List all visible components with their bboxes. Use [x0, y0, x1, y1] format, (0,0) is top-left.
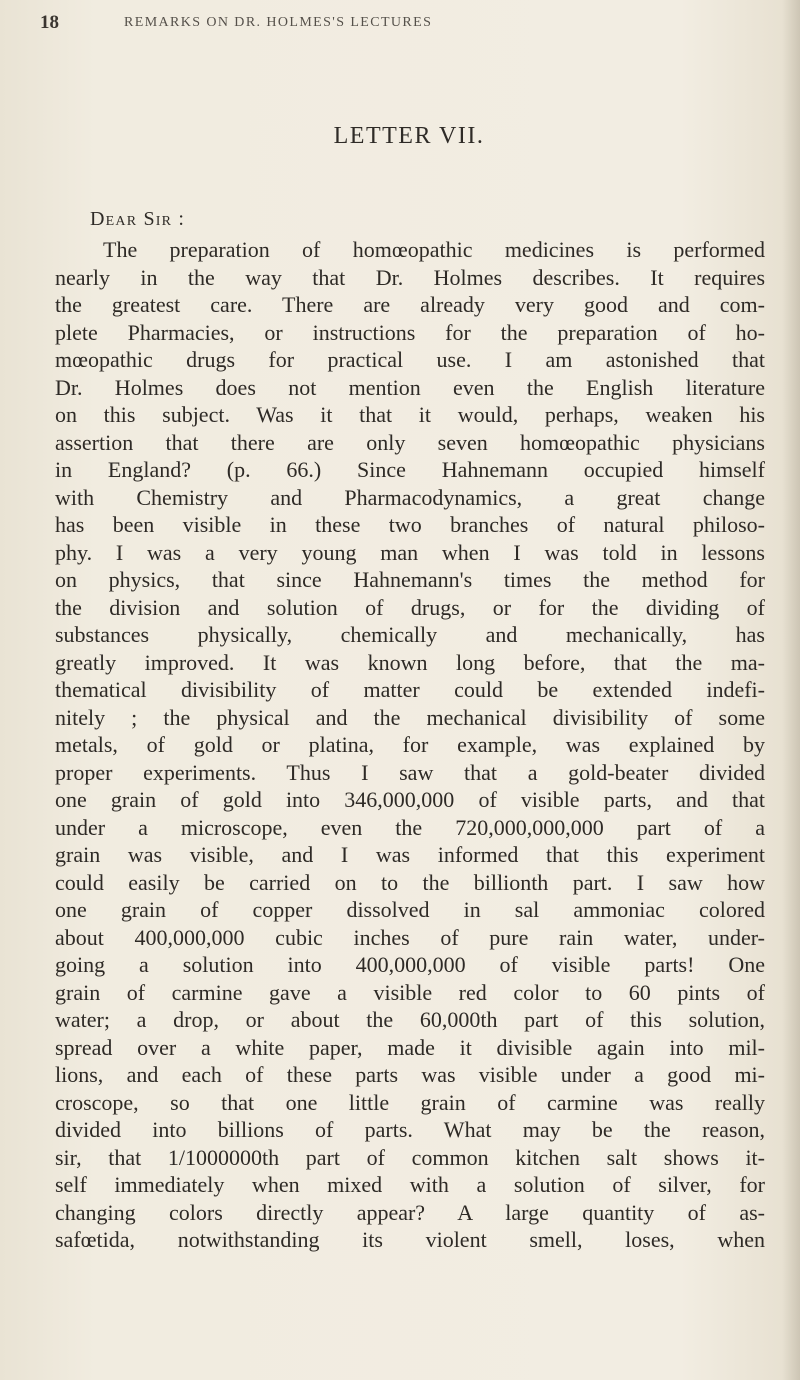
- text-line: safœtida, notwithstanding its violent smell, loses, when: [55, 1227, 765, 1252]
- text-line: about 400,000,000 cubic inches of pure rain water, under-: [55, 924, 765, 950]
- text-line: spread over a white paper, made it divisible again into mil-: [55, 1034, 765, 1060]
- chapter-heading: LETTER VII.: [333, 123, 485, 149]
- text-line: water; a drop, or about the 60,000th part of this solution,: [55, 1007, 765, 1032]
- text-line: changing colors directly appear? A large quantity of as-: [55, 1199, 765, 1225]
- text-line: one grain of copper dissolved in sal ammoniac colored: [55, 897, 765, 922]
- text-line: grain was visible, and I was informed that this experiment: [55, 842, 765, 867]
- running-head: [40, 12, 760, 36]
- page-number: 18: [40, 12, 59, 33]
- running-title: REMARKS ON DR. HOLMES'S LECTURES: [124, 15, 433, 30]
- text-line: sir, that 1/1000000th part of common kitchen salt shows it-: [55, 1144, 765, 1170]
- text-line: phy. I was a very young man when I was told in lessons: [55, 539, 765, 565]
- text-line: could easily be carried on to the billionth part. I saw how: [55, 869, 765, 895]
- text-line: self immediately when mixed with a solution of silver, for: [55, 1172, 765, 1197]
- text-line: assertion that there are only seven homœopathic physicians: [55, 429, 765, 455]
- text-line: on this subject. Was it that it would, perhaps, weaken his: [55, 402, 765, 427]
- text-line: nearly in the way that Dr. Holmes describes. It requires: [55, 264, 765, 290]
- text-line: plete Pharmacies, or instructions for the preparation of ho-: [55, 319, 765, 345]
- text-line: has been visible in these two branches of natural philoso-: [55, 512, 765, 537]
- text-line: going a solution into 400,000,000 of visible parts! One: [55, 952, 765, 977]
- salutation-text: Dear Sir :: [90, 208, 186, 230]
- text-line: The preparation of homœopathic medicines is performed: [103, 237, 765, 262]
- text-line: the greatest care. There are already very good and com-: [55, 292, 765, 317]
- text-line: the division and solution of drugs, or for the dividing of: [55, 594, 765, 620]
- text-line: metals, of gold or platina, for example, was explained by: [55, 732, 765, 757]
- text-line: thematical divisibility of matter could be extended indefi-: [55, 677, 765, 702]
- text-line: proper experiments. Thus I saw that a gold-beater divided: [55, 759, 765, 785]
- text-line: greatly improved. It was known long before, that the ma-: [55, 649, 765, 675]
- text-line: mœopathic drugs for practical use. I am astonished that: [55, 347, 765, 372]
- text-line: in England? (p. 66.) Since Hahnemann occupied himself: [55, 457, 765, 482]
- text-line: divided into billions of parts. What may be the reason,: [55, 1117, 765, 1142]
- text-line: lions, and each of these parts was visible under a good mi-: [55, 1062, 765, 1087]
- text-line: on physics, that since Hahnemann's times the method for: [55, 567, 765, 592]
- page-edge-shadow: [782, 0, 800, 1380]
- text-line: croscope, so that one little grain of carmine was really: [55, 1089, 765, 1115]
- text-line: under a microscope, even the 720,000,000,000 part of a: [55, 814, 765, 840]
- text-line: substances physically, chemically and mechanically, has: [55, 622, 765, 647]
- text-line: nitely ; the physical and the mechanical divisibility of some: [55, 704, 765, 730]
- text-line: grain of carmine gave a visible red color to 60 pints of: [55, 979, 765, 1005]
- text-line: one grain of gold into 346,000,000 of visible parts, and that: [55, 787, 765, 812]
- text-line: Dr. Holmes does not mention even the English literature: [55, 374, 765, 400]
- body-text: [55, 236, 765, 1254]
- salutation: [90, 208, 185, 231]
- text-line: with Chemistry and Pharmacodynamics, a great change: [55, 484, 765, 510]
